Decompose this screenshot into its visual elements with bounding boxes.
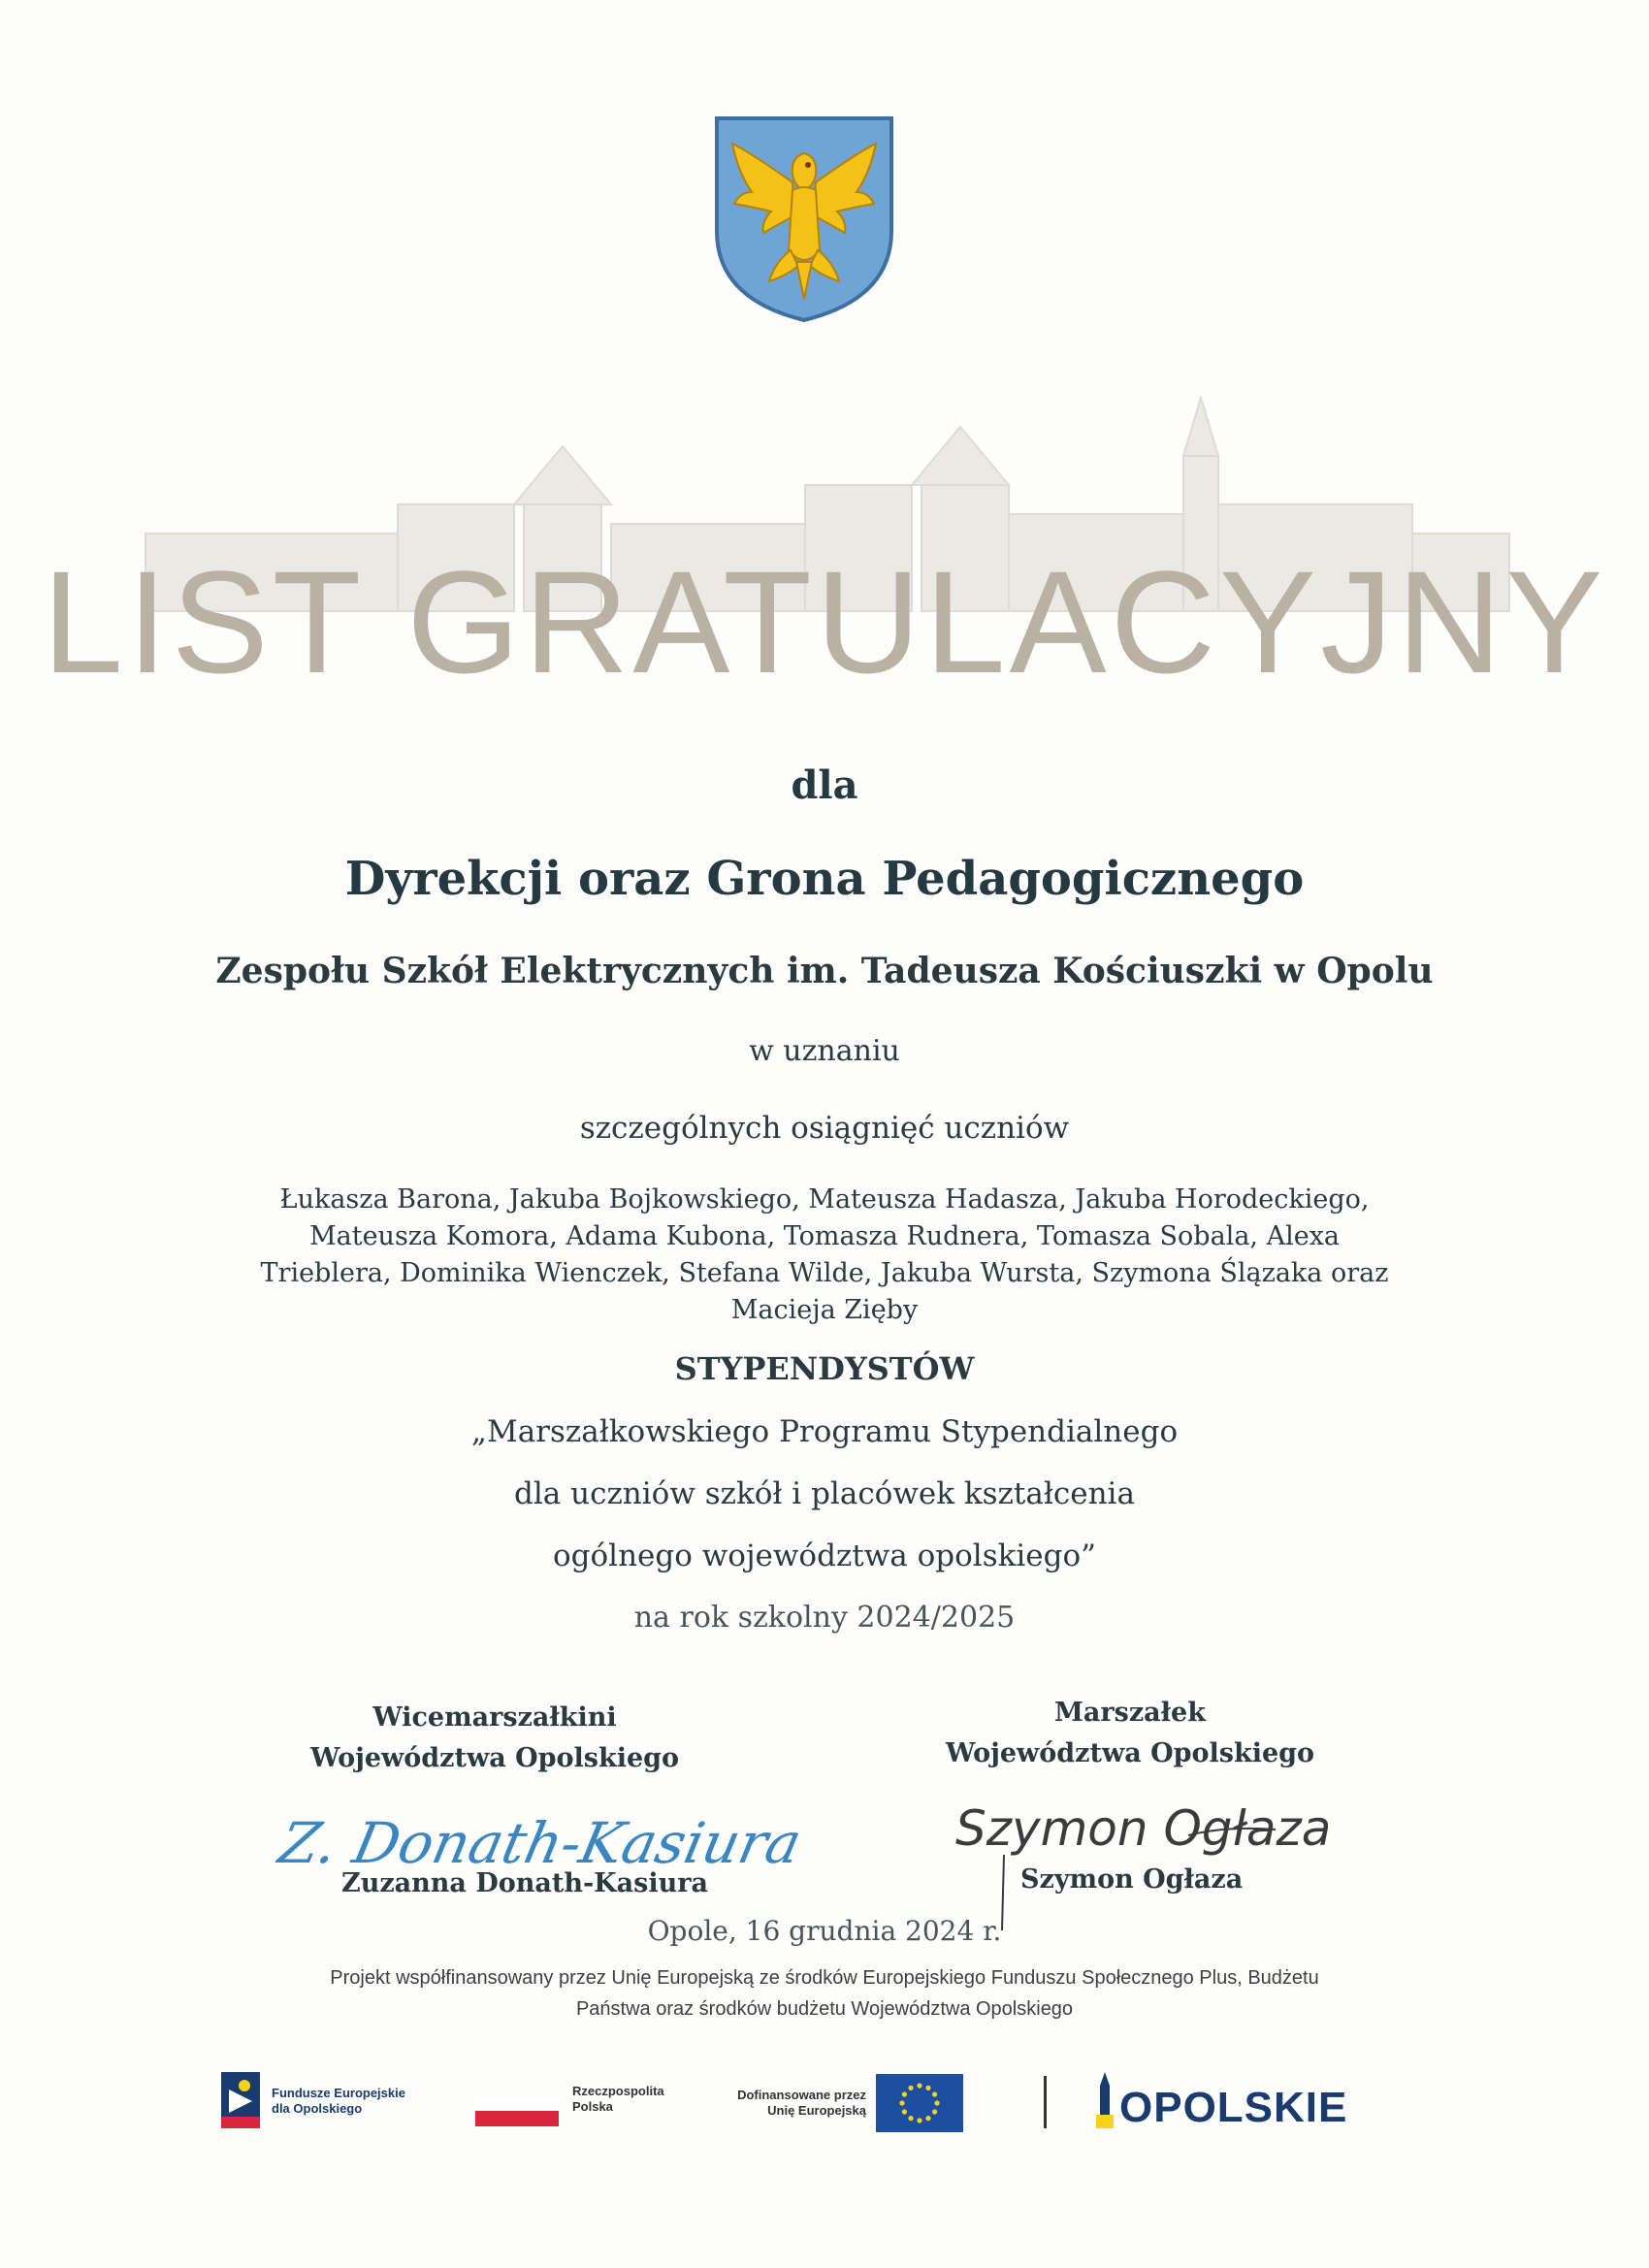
student-names-line: Mateusza Komora, Adama Kubona, Tomasza Rudnera, Tomasza Sobala, Alexa bbox=[308, 1221, 1341, 1251]
student-names-line: Trieblera, Dominika Wienczek, Stefana Wilde, Jakuba Wursta, Szymona Ślązaka oraz bbox=[260, 1258, 1389, 1288]
document-title: LIST GRATULACYJNY bbox=[42, 540, 1607, 703]
funding-note-line: Państwa oraz środków budżetu Województwa Opolskiego bbox=[575, 1998, 1074, 2020]
svg-text:Z. Donath-Kasiura: Z. Donath-Kasiura bbox=[274, 1810, 807, 1876]
student-names bbox=[223, 1182, 1426, 1329]
role-line: Marszałek bbox=[1054, 1698, 1206, 1728]
fe-logo-line: dla Opolskiego bbox=[272, 2101, 363, 2116]
right-signatory-name: Szymon Ogłaza bbox=[1020, 1864, 1244, 1895]
opolskie-wordmark: OPOLSKIE bbox=[1119, 2084, 1348, 2131]
role-line: Wicemarszałkini bbox=[372, 1702, 617, 1733]
opolskie-tower-icon bbox=[1094, 2072, 1116, 2128]
eu-logo-line: Unię Europejską bbox=[767, 2103, 866, 2118]
for-label: dla bbox=[791, 762, 858, 808]
fe-logo-line: Fundusze Europejskie bbox=[272, 2086, 405, 2100]
student-names-line: Łukasza Barona, Jakuba Bojkowskiego, Mateusza Hadasza, Jakuba Horodeckiego, bbox=[279, 1184, 1370, 1215]
program-line: „Marszałkowskiego Programu Stypendialnego bbox=[470, 1414, 1179, 1449]
logo-divider bbox=[1044, 2076, 1047, 2128]
rp-logo-line: Rzeczpospolita bbox=[572, 2084, 664, 2098]
left-signatory-role bbox=[281, 1698, 708, 1779]
school-year: na rok szkolny 2024/2025 bbox=[633, 1601, 1016, 1635]
svg-text:Szymon Ogłaza: Szymon Ogłaza bbox=[955, 1800, 1332, 1857]
student-names-line: Macieja Zięby bbox=[730, 1295, 919, 1325]
program-line: dla uczniów szkół i placówek kształcenia bbox=[514, 1476, 1135, 1511]
fundusze-europejskie-icon bbox=[221, 2072, 260, 2128]
polish-flag-icon bbox=[475, 2097, 559, 2126]
scholars-heading: STYPENDYSTÓW bbox=[674, 1350, 975, 1387]
role-line: Województwa Opolskiego bbox=[309, 1743, 680, 1773]
school-name: Zespołu Szkół Elektrycznych im. Tadeusza Kościuszki w Opolu bbox=[215, 951, 1434, 991]
program-line: ogólnego województwa opolskiego” bbox=[552, 1539, 1096, 1573]
fundusze-europejskie-logo bbox=[221, 2066, 454, 2134]
opolskie-logo bbox=[1094, 2072, 1385, 2130]
issue-date: Opole, 16 grudnia 2024 r. bbox=[647, 1915, 1002, 1947]
achievements-label: szczególnych osiągnięć uczniów bbox=[579, 1111, 1070, 1146]
eu-flag-icon bbox=[876, 2074, 963, 2132]
right-handwritten-signature bbox=[946, 1758, 1332, 1932]
funding-logos bbox=[221, 2066, 1385, 2134]
eu-cofunded-logo bbox=[721, 2066, 1012, 2134]
left-signatory-name: Zuzanna Donath-Kasiura bbox=[341, 1868, 708, 1898]
in-recognition-label: w uznaniu bbox=[749, 1034, 900, 1068]
eu-logo-line: Dofinansowane przez bbox=[737, 2088, 866, 2102]
rp-logo-line: Polska bbox=[572, 2099, 613, 2114]
rzeczpospolita-polska-logo bbox=[475, 2066, 664, 2134]
recipient-heading: Dyrekcji oraz Grona Pedagogicznego bbox=[344, 852, 1305, 906]
role-line: Województwa Opolskiego bbox=[945, 1738, 1315, 1768]
opolskie-eagle-crest-icon bbox=[713, 114, 895, 324]
funding-note-line: Projekt współfinansowany przez Unię Europejską ze środków Europejskiego Funduszu Społecznego Plus, Budżetu bbox=[330, 1967, 1319, 1989]
